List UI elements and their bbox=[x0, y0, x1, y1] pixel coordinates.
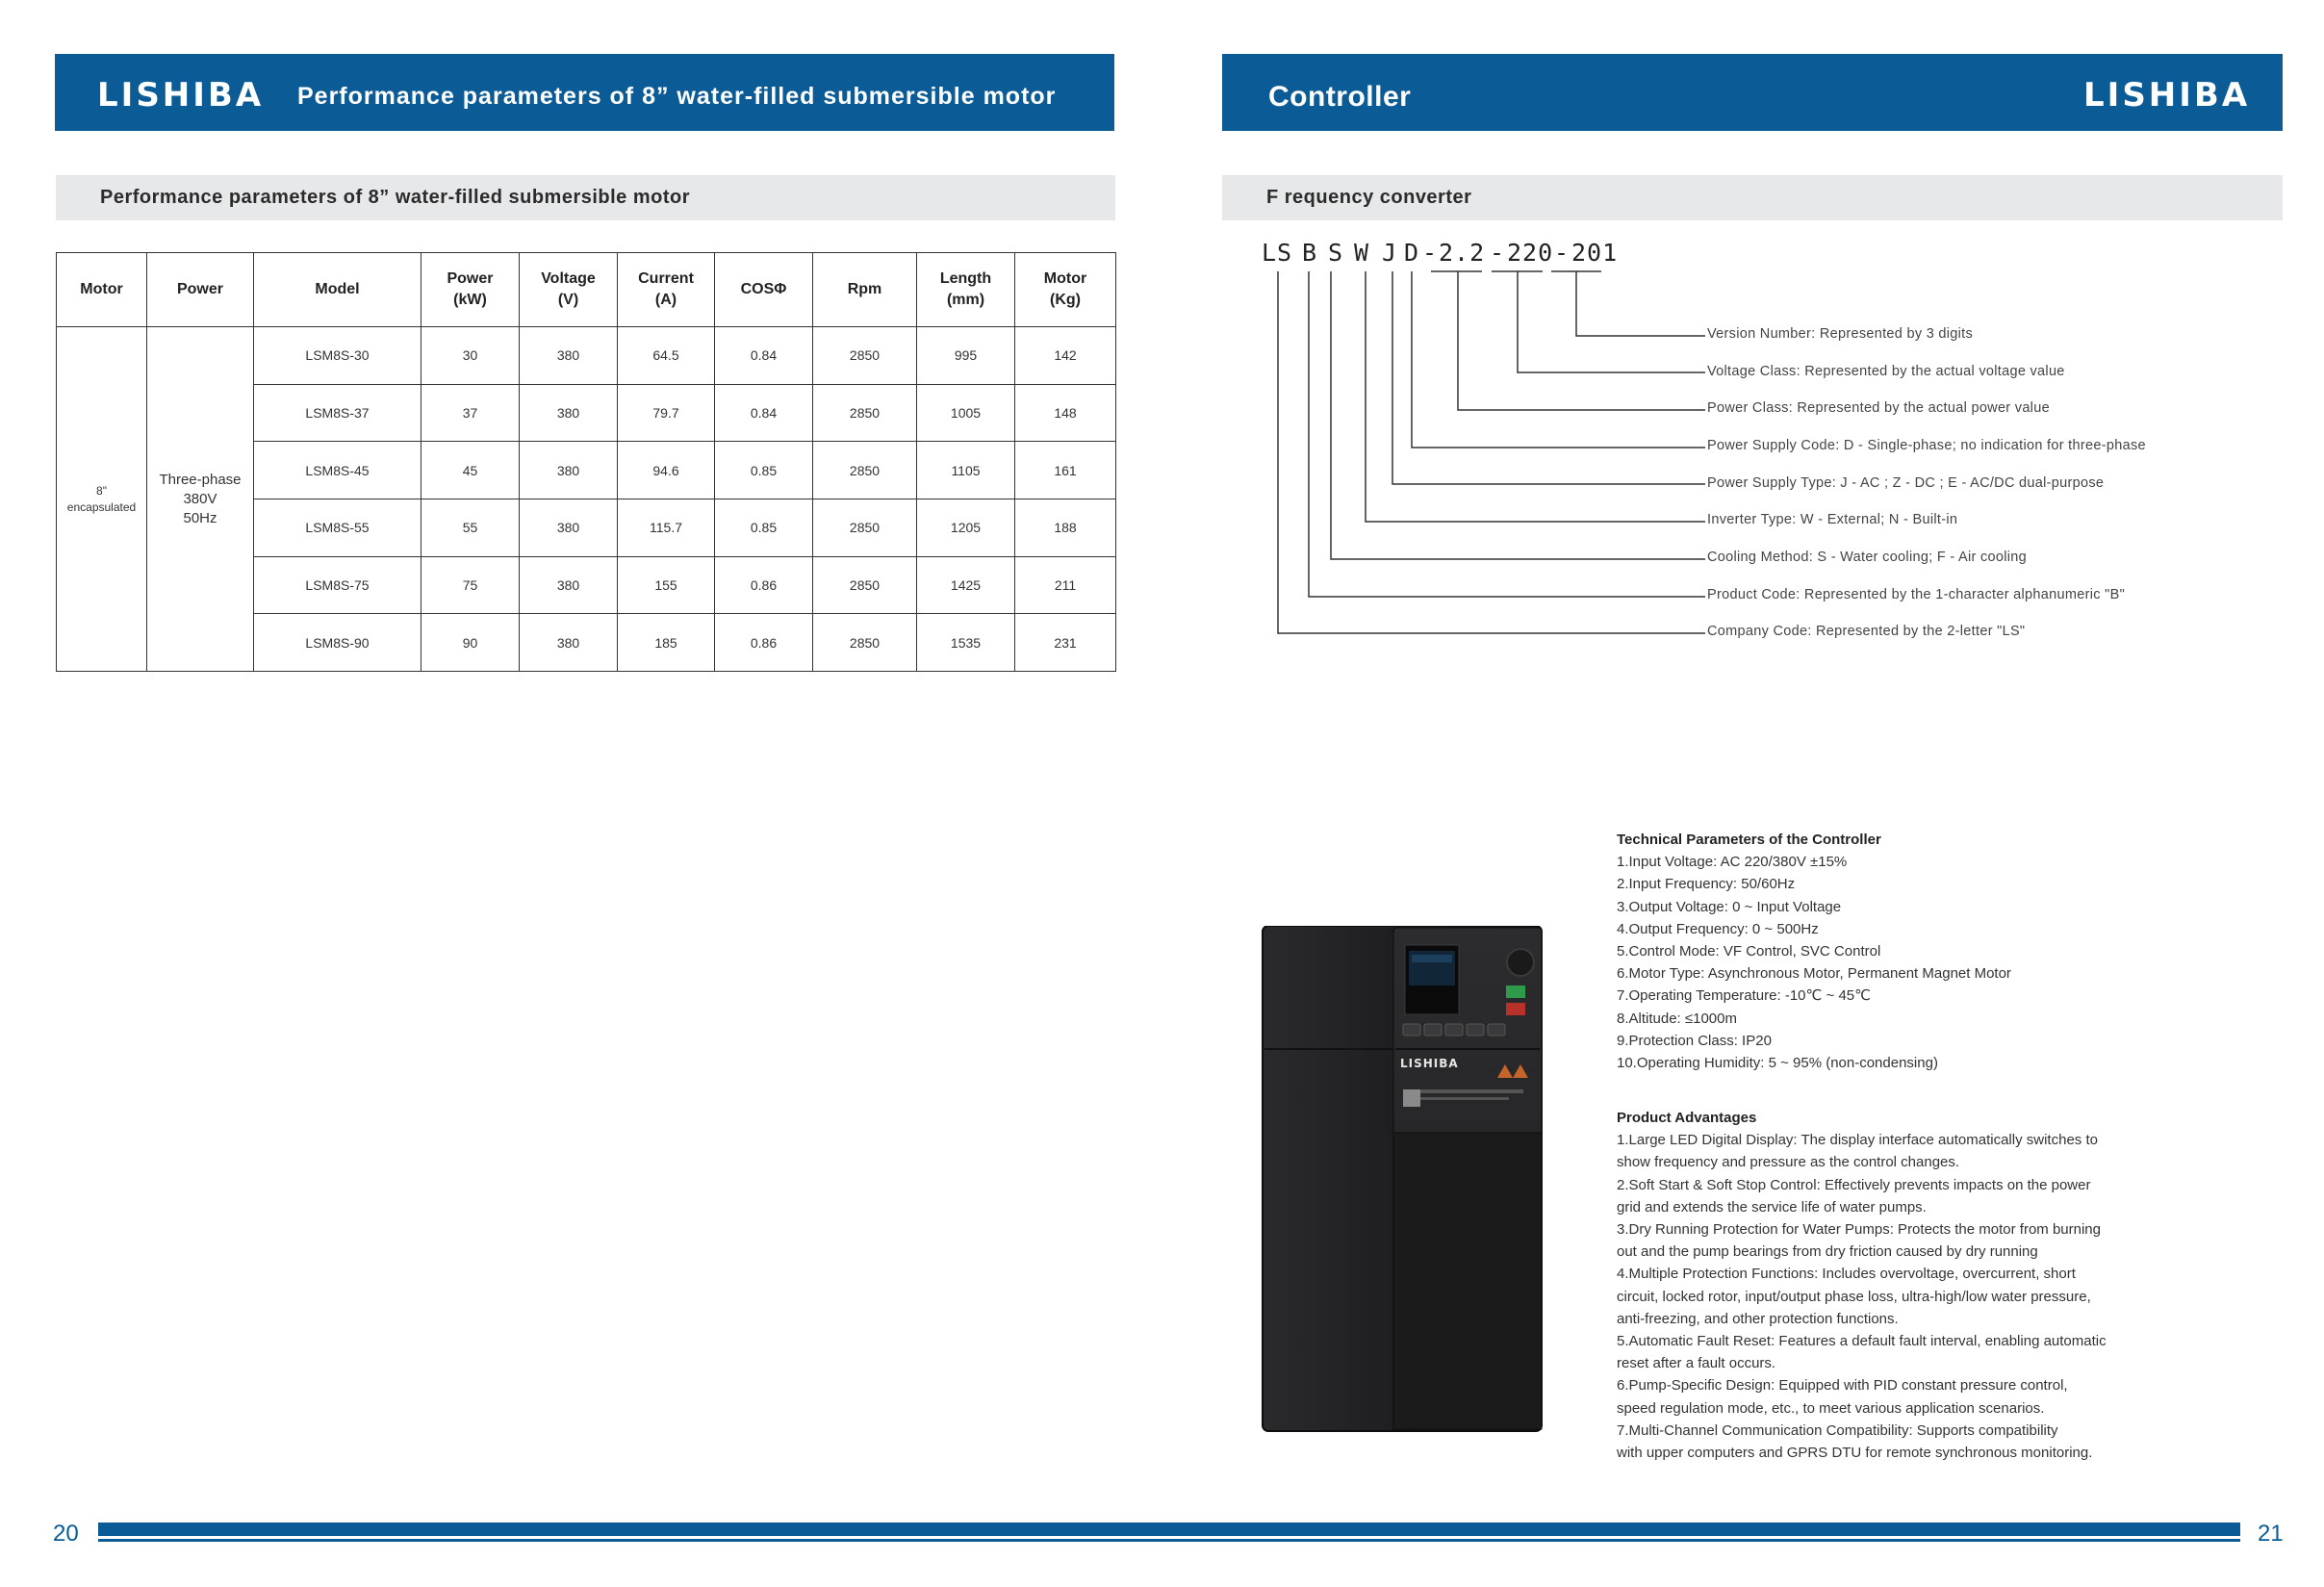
advantage-line: 2.Soft Start & Soft Stop Control: Effectively prevents impacts on the power bbox=[1617, 1176, 2091, 1193]
tech-item: 2.Input Frequency: 50/60Hz bbox=[1617, 876, 1796, 893]
code-part: 201 bbox=[1571, 239, 1619, 267]
legend-item: Power Class: Represented by the actual power value bbox=[1707, 400, 2050, 416]
col-header: Rpm bbox=[813, 253, 917, 327]
col-header: Current (A) bbox=[618, 253, 715, 327]
table-cell: 2850 bbox=[813, 442, 917, 499]
motor-type-cell: 8" encapsulated bbox=[57, 327, 147, 672]
table-cell: LSM8S-30 bbox=[254, 327, 421, 385]
table-cell: 185 bbox=[618, 614, 715, 672]
legend-item: Voltage Class: Represented by the actual voltage value bbox=[1707, 364, 2065, 379]
table-cell: 0.86 bbox=[715, 556, 813, 614]
code-part: LS bbox=[1262, 239, 1293, 267]
table-cell: 1535 bbox=[917, 614, 1015, 672]
table-cell: LSM8S-90 bbox=[254, 614, 421, 672]
tech-item: 9.Protection Class: IP20 bbox=[1617, 1032, 1772, 1049]
code-part: - bbox=[1422, 239, 1439, 267]
table-cell: 161 bbox=[1015, 442, 1116, 499]
table-cell: 380 bbox=[520, 327, 618, 385]
table-cell: LSM8S-55 bbox=[254, 499, 421, 556]
code-part: J bbox=[1382, 239, 1398, 267]
table-cell: 45 bbox=[421, 442, 520, 499]
table-cell: 380 bbox=[520, 442, 618, 499]
code-part: D bbox=[1404, 239, 1420, 267]
advantage-line: grid and extends the service life of water pumps. bbox=[1617, 1198, 1927, 1216]
advantage-line: 1.Large LED Digital Display: The display interface automatically switches to bbox=[1617, 1132, 2098, 1149]
advantage-line: 7.Multi-Channel Communication Compatibility: Supports compatibility bbox=[1617, 1421, 2058, 1439]
left-banner-title: Performance parameters of 8” water-filled submersible motor bbox=[297, 83, 1057, 110]
table-cell: 1425 bbox=[917, 556, 1015, 614]
frequency-converter-image bbox=[1261, 926, 1545, 1436]
table-cell: 2850 bbox=[813, 614, 917, 672]
table-cell: 0.84 bbox=[715, 384, 813, 442]
code-part: W bbox=[1354, 239, 1370, 267]
col-header: COSΦ bbox=[715, 253, 813, 327]
code-part: - bbox=[1554, 239, 1571, 267]
table-cell: 142 bbox=[1015, 327, 1116, 385]
col-header: Length (mm) bbox=[917, 253, 1015, 327]
brand-logo: LISHIBA bbox=[2083, 76, 2251, 115]
advantage-line: circuit, locked rotor, input/output phase loss, ultra-high/low water pressure, bbox=[1617, 1288, 2091, 1305]
table-cell: 115.7 bbox=[618, 499, 715, 556]
tech-item: 1.Input Voltage: AC 220/380V ±15% bbox=[1617, 854, 1848, 871]
table-cell: 75 bbox=[421, 556, 520, 614]
footer-line bbox=[98, 1539, 2240, 1542]
tech-title: Technical Parameters of the Controller bbox=[1617, 832, 1881, 848]
advantages-title: Product Advantages bbox=[1617, 1110, 1757, 1126]
table-cell: LSM8S-75 bbox=[254, 556, 421, 614]
right-subheader: F requency converter bbox=[1266, 187, 1472, 208]
advantage-line: reset after a fault occurs. bbox=[1617, 1355, 1776, 1372]
table-cell: 995 bbox=[917, 327, 1015, 385]
legend-item: Product Code: Represented by the 1-character alphanumeric "B" bbox=[1707, 587, 2126, 602]
tech-item: 10.Operating Humidity: 5 ~ 95% (non-condensing) bbox=[1617, 1055, 1938, 1072]
table-cell: 0.84 bbox=[715, 327, 813, 385]
footer-bar bbox=[98, 1523, 2240, 1536]
table-cell: 0.85 bbox=[715, 442, 813, 499]
table-cell: 2850 bbox=[813, 556, 917, 614]
tech-item: 7.Operating Temperature: -10℃ ~ 45℃ bbox=[1617, 987, 1871, 1005]
page-number-left: 20 bbox=[53, 1521, 79, 1547]
table-cell: 55 bbox=[421, 499, 520, 556]
advantage-line: out and the pump bearings from dry friction caused by dry running bbox=[1617, 1243, 2038, 1261]
col-header: Motor bbox=[57, 253, 147, 327]
advantage-line: anti-freezing, and other protection functions. bbox=[1617, 1310, 1899, 1327]
code-leader-lines bbox=[0, 0, 2324, 674]
table-cell: 0.86 bbox=[715, 614, 813, 672]
advantage-line: speed regulation mode, etc., to meet various application scenarios. bbox=[1617, 1399, 2045, 1417]
code-part: 220 bbox=[1507, 239, 1554, 267]
right-banner-title: Controller bbox=[1268, 81, 1412, 113]
table-cell: 380 bbox=[520, 556, 618, 614]
legend-item: Power Supply Type: J - AC ; Z - DC ; E - AC/DC dual-purpose bbox=[1707, 475, 2105, 491]
advantage-line: 6.Pump-Specific Design: Equipped with PID constant pressure control, bbox=[1617, 1377, 2068, 1395]
page-number-right: 21 bbox=[2258, 1521, 2284, 1547]
left-subheader: Performance parameters of 8” water-filled submersible motor bbox=[100, 187, 691, 208]
table-cell: 2850 bbox=[813, 384, 917, 442]
table-cell: 79.7 bbox=[618, 384, 715, 442]
device-brand-label: LISHIBA bbox=[1400, 1057, 1459, 1070]
legend-item: Inverter Type: W - External; N - Built-in bbox=[1707, 512, 1958, 527]
tech-item: 3.Output Voltage: 0 ~ Input Voltage bbox=[1617, 898, 1842, 915]
table-cell: 90 bbox=[421, 614, 520, 672]
col-header: Power bbox=[147, 253, 254, 327]
table-cell: 380 bbox=[520, 384, 618, 442]
legend-item: Company Code: Represented by the 2-letter "LS" bbox=[1707, 624, 2026, 639]
power-supply-cell: Three-phase 380V 50Hz bbox=[147, 327, 254, 672]
table-cell: LSM8S-45 bbox=[254, 442, 421, 499]
legend-item: Version Number: Represented by 3 digits bbox=[1707, 326, 1974, 342]
legend-item: Power Supply Code: D - Single-phase; no indication for three-phase bbox=[1707, 438, 2146, 453]
table-cell: 148 bbox=[1015, 384, 1116, 442]
table-cell: 37 bbox=[421, 384, 520, 442]
table-cell: 94.6 bbox=[618, 442, 715, 499]
code-part: 2.2 bbox=[1439, 239, 1486, 267]
table-cell: 380 bbox=[520, 499, 618, 556]
brand-logo: LISHIBA bbox=[97, 76, 265, 115]
table-cell: 2850 bbox=[813, 327, 917, 385]
table-cell: 1205 bbox=[917, 499, 1015, 556]
table-cell: 0.85 bbox=[715, 499, 813, 556]
table-cell: 2850 bbox=[813, 499, 917, 556]
advantage-line: 4.Multiple Protection Functions: Includes overvoltage, overcurrent, short bbox=[1617, 1266, 2076, 1283]
advantage-line: 3.Dry Running Protection for Water Pumps: Protects the motor from burning bbox=[1617, 1221, 2101, 1239]
table-cell: 380 bbox=[520, 614, 618, 672]
code-part: B bbox=[1302, 239, 1318, 267]
table-cell: 155 bbox=[618, 556, 715, 614]
col-header: Voltage (V) bbox=[520, 253, 618, 327]
advantage-line: 5.Automatic Fault Reset: Features a default fault interval, enabling automatic bbox=[1617, 1333, 2107, 1350]
tech-item: 8.Altitude: ≤1000m bbox=[1617, 1010, 1737, 1027]
table-cell: 64.5 bbox=[618, 327, 715, 385]
legend-item: Cooling Method: S - Water cooling; F - Air cooling bbox=[1707, 550, 2027, 565]
table-cell: LSM8S-37 bbox=[254, 384, 421, 442]
table-cell: 1105 bbox=[917, 442, 1015, 499]
code-part: S bbox=[1328, 239, 1344, 267]
table-cell: 231 bbox=[1015, 614, 1116, 672]
table-cell: 1005 bbox=[917, 384, 1015, 442]
table-cell: 211 bbox=[1015, 556, 1116, 614]
advantage-line: show frequency and pressure as the control changes. bbox=[1617, 1154, 1960, 1171]
tech-item: 4.Output Frequency: 0 ~ 500Hz bbox=[1617, 920, 1819, 937]
advantage-line: with upper computers and GPRS DTU for remote synchronous monitoring. bbox=[1617, 1445, 2093, 1462]
technical-parameters bbox=[1617, 829, 2011, 1074]
table-cell: 188 bbox=[1015, 499, 1116, 556]
table-cell: 30 bbox=[421, 327, 520, 385]
code-part: - bbox=[1490, 239, 1506, 267]
col-header: Model bbox=[254, 253, 421, 327]
tech-item: 6.Motor Type: Asynchronous Motor, Permanent Magnet Motor bbox=[1617, 965, 2011, 983]
tech-item: 5.Control Mode: VF Control, SVC Control bbox=[1617, 943, 1881, 960]
col-header: Motor (Kg) bbox=[1015, 253, 1116, 327]
col-header: Power (kW) bbox=[421, 253, 520, 327]
product-advantages bbox=[1617, 1107, 2107, 1464]
